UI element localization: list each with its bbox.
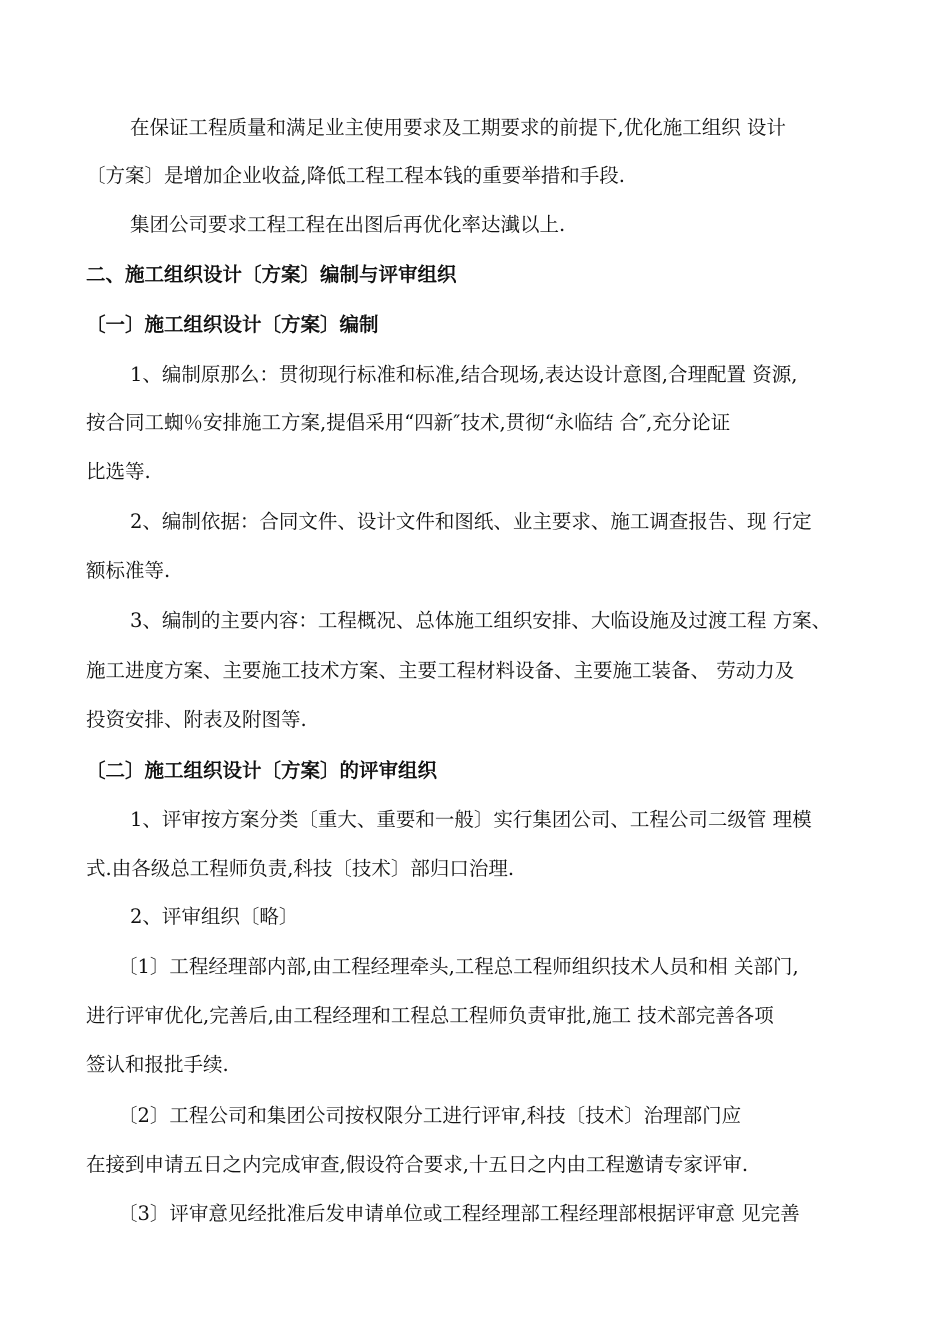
paragraph-line: 式.由各级总工程师负责,科技〔技术〕部归口治理. [86, 857, 515, 880]
paragraph-line: 在接到申请五日之内完成审查,假设符合要求,十五日之内由工程邀请专家评审. [86, 1153, 749, 1176]
paragraph-line: 2、评审组织〔略〕 [130, 905, 299, 928]
subsection-heading: 〔一〕施工组织设计〔方案〕编制 [86, 313, 379, 336]
paragraph-line: 〔3〕评审意见经批准后发申请单位或工程经理部工程经理部根据评审意 见完善 [118, 1202, 800, 1225]
paragraph-line: 集团公司要求工程工程在出图后再优化率达瀐以上. [130, 213, 566, 236]
paragraph-line: 〔1〕工程经理部内部,由工程经理牵头,工程总工程师组织技术人员和相 关部门, [118, 955, 799, 978]
section-heading: 二、施工组织设计〔方案〕编制与评审组织 [86, 263, 457, 286]
paragraph-line: 1、评审按方案分类〔重大、重要和一般〕实行集团公司、工程公司二级管 理模 [130, 808, 812, 831]
paragraph-line: 签认和报批手续. [86, 1053, 229, 1076]
paragraph-line: 投资安排、附表及附图等. [86, 708, 307, 731]
paragraph-line: 〔方案〕是增加企业收益,降低工程工程本钱的重要举措和手段. [86, 164, 625, 187]
paragraph-line: 在保证工程质量和满足业主使用要求及工期要求的前提下,优化施工组织 设计 [130, 116, 786, 139]
paragraph-line: 2、编制依据：合同文件、设计文件和图纸、业主要求、施工调查报告、现 行定 [130, 510, 812, 533]
paragraph-line: 3、编制的主要内容：工程概况、总体施工组织安排、大临设施及过渡工程 方案、 [130, 609, 832, 632]
paragraph-line: 施工进度方案、主要施工技术方案、主要工程材料设备、主要施工装备、 劳动力及 [86, 659, 795, 682]
subsection-heading: 〔二〕施工组织设计〔方案〕的评审组织 [86, 759, 438, 782]
paragraph-line: 按合同工蜘％安排施工方案,提倡采用“四新″技术,贯彻“永临结 合″,充分论证 [86, 411, 731, 434]
paragraph-line: 额标准等. [86, 559, 171, 582]
paragraph-line: 〔2〕工程公司和集团公司按权限分工进行评审,科技〔技术〕治理部门应 [118, 1104, 742, 1127]
paragraph-line: 进行评审优化,完善后,由工程经理和工程总工程师负责审批,施工 技术部完善各项 [86, 1004, 774, 1027]
paragraph-line: 比选等. [86, 460, 151, 483]
paragraph-line: 1、编制原那么：贯彻现行标准和标准,结合现场,表达设计意图,合理配置 资源, [130, 363, 798, 386]
